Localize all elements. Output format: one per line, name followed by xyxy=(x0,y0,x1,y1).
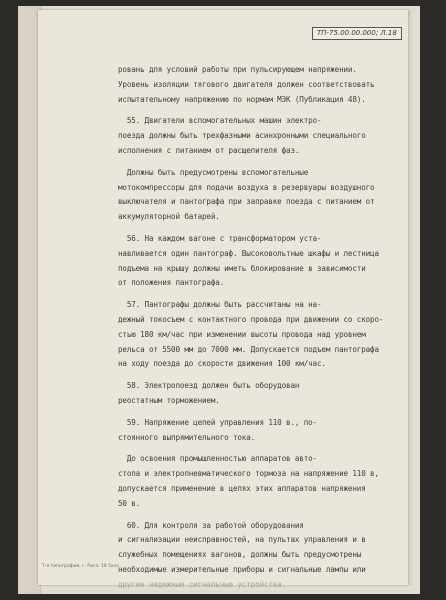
text-line: ровань для условий работы при пульсирующем напряжении. xyxy=(118,65,357,74)
paragraph-gap xyxy=(118,159,408,166)
text-line: на ходу поезда до скорости движения 100 км/час. xyxy=(118,359,326,369)
paragraph-gap xyxy=(118,409,408,416)
text-line: стоянного выпрямительного тока. xyxy=(118,432,256,442)
typed-body-text xyxy=(118,63,408,593)
text-line: навливается один пантограф. Высоковольтные шкафы и лестница xyxy=(118,248,379,258)
document-code-stamp: ТП-75.00.00.000; Л.18 xyxy=(312,27,402,40)
text-line: стью 180 км/час при изменении высоты провода над уровнем xyxy=(118,329,366,339)
text-line: 59. Напряжение цепей управления 110 в., по- xyxy=(118,417,317,427)
text-line: Должны быть предусмотрены вспомогательные xyxy=(118,167,309,177)
text-line: дежный токосъем с контактного провода при движении со скоро- xyxy=(118,314,384,324)
paragraph-gap xyxy=(118,445,408,452)
paragraph-gap xyxy=(118,512,408,519)
text-line: поезда должны быть трехфазными асинхронными специального xyxy=(118,131,366,141)
text-line: и сигнализации неисправностей, на пультах управления и в xyxy=(118,535,366,545)
text-line: До освоения промышленностью аппаратов авто- xyxy=(118,454,317,464)
text-line: выключателя и пантографа при заправке поезда с питанием от xyxy=(118,197,375,207)
paragraph-gap xyxy=(118,107,408,114)
text-line: Уровень изоляции тягового двигателя должен соответствовать xyxy=(118,79,375,89)
text-line: аккумуляторной батарей. xyxy=(118,212,220,222)
text-line: от положения пантографа. xyxy=(118,278,225,288)
text-line: 57. Пантографы должны быть рассчитаны на на- xyxy=(118,300,322,310)
text-line: допускается применение в цепях этих аппаратов напряжения xyxy=(118,483,366,493)
paragraph-gap xyxy=(118,225,408,232)
text-line: необходимые измерительные приборы и сигнальные лампы или xyxy=(118,564,366,574)
text-line: рельса от 5500 мм до 7000 мм. Допускается подъем пантографа xyxy=(118,344,379,354)
paragraph-gap xyxy=(118,291,408,298)
text-line: 60. Для контроля за работой оборудования xyxy=(118,520,304,530)
paragraph-gap xyxy=(118,372,408,379)
text-line: 55. Двигатели вспомогательных машин электро- xyxy=(118,116,322,126)
text-line: исполнения с питанием от расщепителя фаз. xyxy=(118,145,300,155)
text-line: служебных помещениях вагонов, должны быть предусмотрены xyxy=(118,550,362,560)
text-line: 50 в. xyxy=(118,498,141,508)
text-line: подъема на крышу должны иметь блокирование в зависимости xyxy=(118,263,366,273)
text-line: испытательному напряжению по нормам МЭК (Публикация 48). xyxy=(118,94,366,104)
bleed-through-line: другие надежные сигнальные устройства. xyxy=(118,579,287,589)
text-line: стопа и электропневматического тормоза на напряжение 110 в, xyxy=(118,469,379,479)
text-line: 56. На каждом вагоне с трансформатором уста- xyxy=(118,233,322,243)
text-line: мотокомпрессоры для подачи воздуха в резервуары воздушного xyxy=(118,182,375,192)
print-footer: Т-я типография, г. Рига. 19 5ххх xyxy=(42,564,119,569)
text-line: 58. Электропоезд должен быть оборудован xyxy=(118,381,300,391)
text-line: реостатным торможением. xyxy=(118,395,220,405)
